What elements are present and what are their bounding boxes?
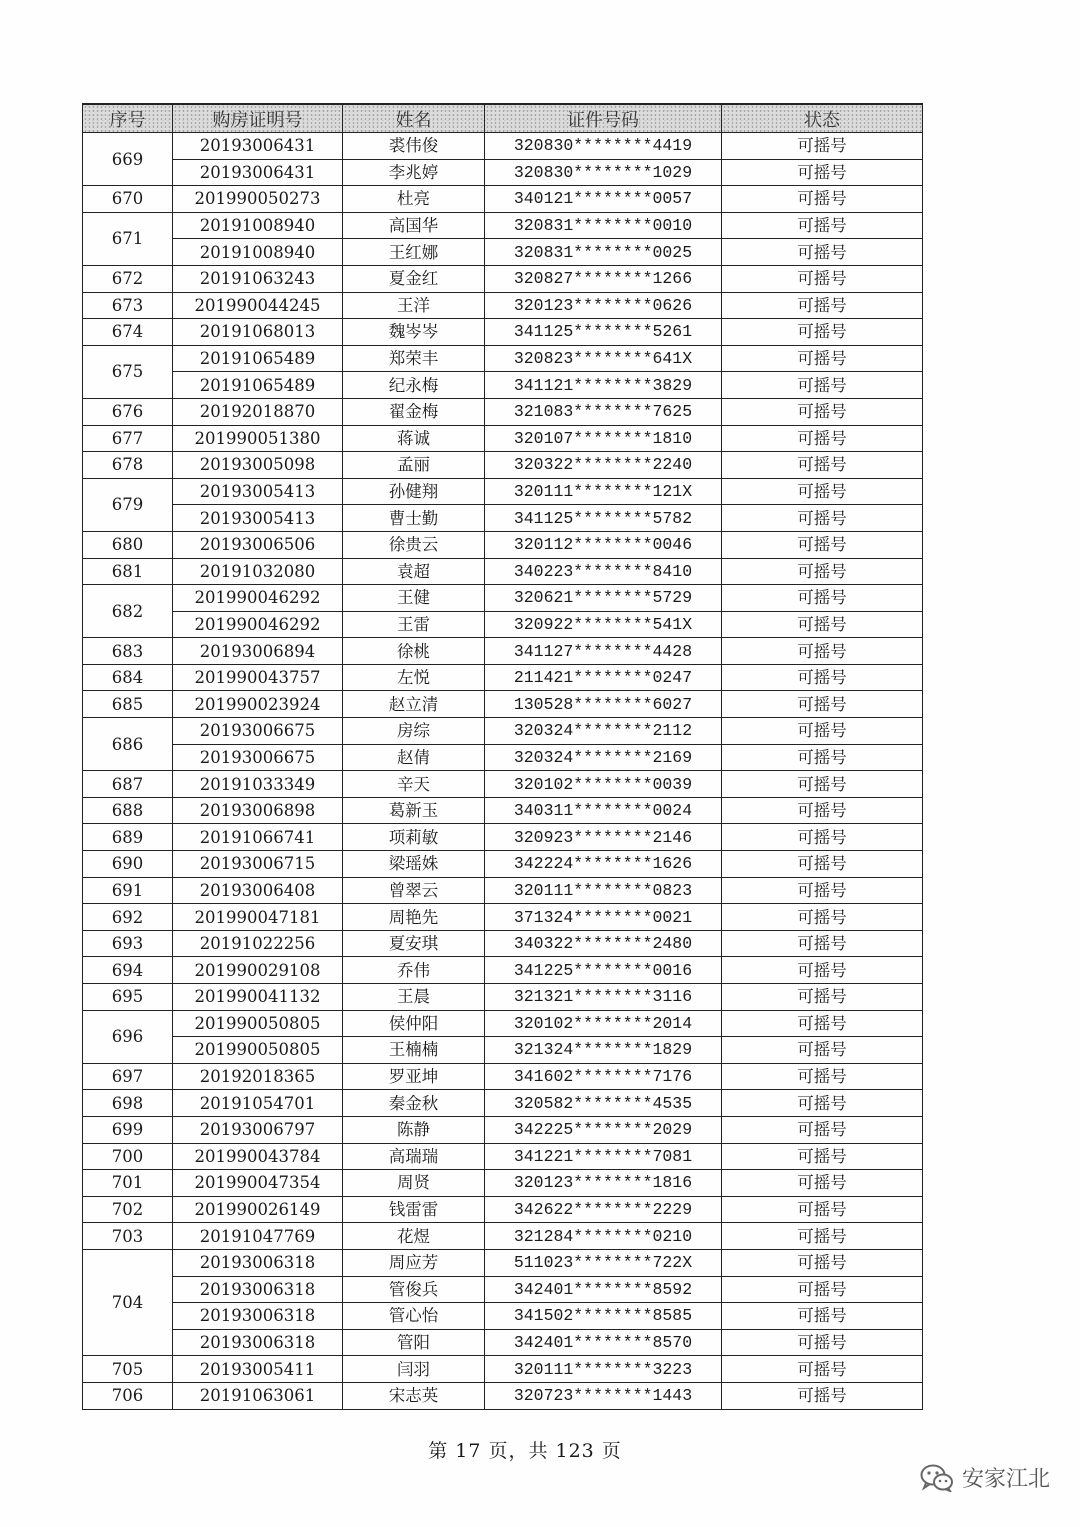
cell-id-number: 320830********4419 xyxy=(485,133,722,160)
cell-status: 可摇号 xyxy=(722,638,923,665)
cell-seq: 686 xyxy=(83,718,173,771)
cell-name: 袁超 xyxy=(343,558,485,585)
table-row xyxy=(83,345,923,372)
cell-certificate-number: 20192018365 xyxy=(173,1063,343,1090)
cell-id-number: 320123********0626 xyxy=(485,292,722,319)
cell-name: 罗亚坤 xyxy=(343,1063,485,1090)
cell-id-number: 320831********0025 xyxy=(485,239,722,266)
table-row xyxy=(83,1010,923,1037)
cell-seq: 683 xyxy=(83,638,173,665)
cell-certificate-number: 20191054701 xyxy=(173,1090,343,1117)
table-row xyxy=(83,1356,923,1383)
cell-seq: 677 xyxy=(83,425,173,452)
cell-seq: 674 xyxy=(83,319,173,346)
table-row xyxy=(83,452,923,479)
table-body xyxy=(83,133,923,1410)
table-row xyxy=(83,1090,923,1117)
cell-status: 可摇号 xyxy=(722,718,923,745)
cell-name: 管俊兵 xyxy=(343,1276,485,1303)
cell-status: 可摇号 xyxy=(722,585,923,612)
table-row xyxy=(83,212,923,239)
cell-name: 赵倩 xyxy=(343,744,485,771)
cell-status: 可摇号 xyxy=(722,133,923,160)
cell-name: 房综 xyxy=(343,718,485,745)
cell-status: 可摇号 xyxy=(722,1116,923,1143)
cell-status: 可摇号 xyxy=(722,319,923,346)
cell-seq: 673 xyxy=(83,292,173,319)
cell-seq: 672 xyxy=(83,265,173,292)
cell-name: 钱雷雷 xyxy=(343,1196,485,1223)
cell-status: 可摇号 xyxy=(722,771,923,798)
cell-certificate-number: 201990046292 xyxy=(173,585,343,612)
cell-seq: 685 xyxy=(83,691,173,718)
cell-certificate-number: 20191008940 xyxy=(173,239,343,266)
cell-status: 可摇号 xyxy=(722,265,923,292)
cell-certificate-number: 201990047354 xyxy=(173,1170,343,1197)
cell-seq: 693 xyxy=(83,930,173,957)
cell-certificate-number: 20193006408 xyxy=(173,877,343,904)
table-row xyxy=(83,1037,923,1064)
cell-name: 乔伟 xyxy=(343,957,485,984)
table-row xyxy=(83,1276,923,1303)
cell-certificate-number: 20192018870 xyxy=(173,398,343,425)
cell-status: 可摇号 xyxy=(722,984,923,1011)
cell-id-number: 320621********5729 xyxy=(485,585,722,612)
cell-certificate-number: 201990051380 xyxy=(173,425,343,452)
cell-id-number: 320123********1816 xyxy=(485,1170,722,1197)
cell-id-number: 341602********7176 xyxy=(485,1063,722,1090)
cell-name: 徐桃 xyxy=(343,638,485,665)
cell-id-number: 320111********0823 xyxy=(485,877,722,904)
cell-seq: 694 xyxy=(83,957,173,984)
wechat-icon xyxy=(920,1464,954,1492)
cell-seq: 695 xyxy=(83,984,173,1011)
cell-id-number: 341121********3829 xyxy=(485,372,722,399)
cell-id-number: 342401********8592 xyxy=(485,1276,722,1303)
cell-certificate-number: 20193006675 xyxy=(173,744,343,771)
cell-seq: 681 xyxy=(83,558,173,585)
cell-seq: 690 xyxy=(83,851,173,878)
cell-name: 孟丽 xyxy=(343,452,485,479)
cell-certificate-number: 20193006894 xyxy=(173,638,343,665)
cell-name: 孙健翔 xyxy=(343,478,485,505)
cell-id-number: 341125********5261 xyxy=(485,319,722,346)
cell-name: 蒋诚 xyxy=(343,425,485,452)
cell-certificate-number: 20191008940 xyxy=(173,212,343,239)
cell-status: 可摇号 xyxy=(722,904,923,931)
cell-id-number: 320827********1266 xyxy=(485,265,722,292)
cell-certificate-number: 20193006431 xyxy=(173,159,343,186)
cell-certificate-number: 20193006797 xyxy=(173,1116,343,1143)
cell-status: 可摇号 xyxy=(722,452,923,479)
cell-certificate-number: 20193005413 xyxy=(173,505,343,532)
cell-status: 可摇号 xyxy=(722,505,923,532)
cell-status: 可摇号 xyxy=(722,1382,923,1409)
table-row xyxy=(83,824,923,851)
cell-certificate-number: 20193006318 xyxy=(173,1276,343,1303)
cell-seq: 702 xyxy=(83,1196,173,1223)
cell-certificate-number: 201990047181 xyxy=(173,904,343,931)
table-row xyxy=(83,1382,923,1409)
cell-status: 可摇号 xyxy=(722,664,923,691)
cell-name: 项莉敏 xyxy=(343,824,485,851)
cell-status: 可摇号 xyxy=(722,744,923,771)
cell-seq: 703 xyxy=(83,1223,173,1250)
cell-id-number: 320102********2014 xyxy=(485,1010,722,1037)
cell-name: 周贤 xyxy=(343,1170,485,1197)
cell-status: 可摇号 xyxy=(722,1170,923,1197)
cell-certificate-number: 201990050805 xyxy=(173,1037,343,1064)
cell-id-number: 321083********7625 xyxy=(485,398,722,425)
cell-certificate-number: 201990026149 xyxy=(173,1196,343,1223)
cell-status: 可摇号 xyxy=(722,1356,923,1383)
cell-id-number: 320107********1810 xyxy=(485,425,722,452)
cell-status: 可摇号 xyxy=(722,558,923,585)
cell-seq: 699 xyxy=(83,1116,173,1143)
cell-id-number: 341125********5782 xyxy=(485,505,722,532)
cell-seq: 698 xyxy=(83,1090,173,1117)
cell-name: 管阳 xyxy=(343,1329,485,1356)
cell-name: 梁瑶姝 xyxy=(343,851,485,878)
cell-name: 周艳先 xyxy=(343,904,485,931)
cell-status: 可摇号 xyxy=(722,159,923,186)
cell-status: 可摇号 xyxy=(722,824,923,851)
cell-name: 夏安琪 xyxy=(343,930,485,957)
cell-certificate-number: 201990044245 xyxy=(173,292,343,319)
cell-id-number: 342224********1626 xyxy=(485,851,722,878)
cell-certificate-number: 20193006675 xyxy=(173,718,343,745)
cell-id-number: 320111********121X xyxy=(485,478,722,505)
table-row xyxy=(83,1143,923,1170)
cell-seq: 669 xyxy=(83,133,173,186)
cell-name: 郑荣丰 xyxy=(343,345,485,372)
table-row xyxy=(83,1329,923,1356)
source-watermark xyxy=(920,1462,1050,1493)
cell-status: 可摇号 xyxy=(722,1090,923,1117)
table-row xyxy=(83,984,923,1011)
cell-certificate-number: 20191063061 xyxy=(173,1382,343,1409)
cell-id-number: 341225********0016 xyxy=(485,957,722,984)
cell-seq: 680 xyxy=(83,531,173,558)
cell-certificate-number: 20191065489 xyxy=(173,345,343,372)
table-row xyxy=(83,877,923,904)
cell-name: 左悦 xyxy=(343,664,485,691)
cell-status: 可摇号 xyxy=(722,1249,923,1276)
cell-id-number: 320831********0010 xyxy=(485,212,722,239)
table-row xyxy=(83,664,923,691)
cell-status: 可摇号 xyxy=(722,425,923,452)
table-row xyxy=(83,797,923,824)
table-row xyxy=(83,1223,923,1250)
table-row xyxy=(83,319,923,346)
cell-id-number: 321284********0210 xyxy=(485,1223,722,1250)
cell-certificate-number: 201990029108 xyxy=(173,957,343,984)
cell-name: 辛天 xyxy=(343,771,485,798)
cell-seq: 705 xyxy=(83,1356,173,1383)
cell-seq: 678 xyxy=(83,452,173,479)
cell-id-number: 211421********0247 xyxy=(485,664,722,691)
cell-name: 宋志英 xyxy=(343,1382,485,1409)
cell-name: 翟金梅 xyxy=(343,398,485,425)
page-number: 第 17 页，共 123 页 xyxy=(428,1440,622,1462)
cell-name: 王雷 xyxy=(343,611,485,638)
cell-status: 可摇号 xyxy=(722,1196,923,1223)
cell-certificate-number: 201990043784 xyxy=(173,1143,343,1170)
cell-name: 赵立清 xyxy=(343,691,485,718)
cell-status: 可摇号 xyxy=(722,691,923,718)
cell-id-number: 320582********4535 xyxy=(485,1090,722,1117)
lottery-eligibility-table xyxy=(82,103,923,1410)
cell-id-number: 321324********1829 xyxy=(485,1037,722,1064)
cell-name: 周应芳 xyxy=(343,1249,485,1276)
cell-id-number: 341127********4428 xyxy=(485,638,722,665)
cell-status: 可摇号 xyxy=(722,345,923,372)
cell-certificate-number: 20191032080 xyxy=(173,558,343,585)
cell-id-number: 511023********722X xyxy=(485,1249,722,1276)
cell-status: 可摇号 xyxy=(722,1276,923,1303)
cell-id-number: 320102********0039 xyxy=(485,771,722,798)
cell-status: 可摇号 xyxy=(722,478,923,505)
cell-status: 可摇号 xyxy=(722,930,923,957)
table-row xyxy=(83,558,923,585)
cell-seq: 704 xyxy=(83,1249,173,1355)
cell-name: 闫羽 xyxy=(343,1356,485,1383)
cell-certificate-number: 20191065489 xyxy=(173,372,343,399)
cell-seq: 675 xyxy=(83,345,173,398)
cell-seq: 670 xyxy=(83,186,173,213)
cell-id-number: 130528********6027 xyxy=(485,691,722,718)
cell-status: 可摇号 xyxy=(722,398,923,425)
cell-seq: 688 xyxy=(83,797,173,824)
cell-id-number: 341502********8585 xyxy=(485,1303,722,1330)
cell-certificate-number: 201990023924 xyxy=(173,691,343,718)
table-row xyxy=(83,957,923,984)
cell-name: 高瑞瑞 xyxy=(343,1143,485,1170)
cell-id-number: 320723********1443 xyxy=(485,1382,722,1409)
cell-id-number: 320111********3223 xyxy=(485,1356,722,1383)
table-row xyxy=(83,851,923,878)
table-row xyxy=(83,186,923,213)
cell-certificate-number: 20191022256 xyxy=(173,930,343,957)
cell-seq: 700 xyxy=(83,1143,173,1170)
cell-status: 可摇号 xyxy=(722,1063,923,1090)
cell-status: 可摇号 xyxy=(722,239,923,266)
cell-certificate-number: 201990043757 xyxy=(173,664,343,691)
table-row xyxy=(83,1196,923,1223)
cell-status: 可摇号 xyxy=(722,1037,923,1064)
cell-name: 秦金秋 xyxy=(343,1090,485,1117)
cell-certificate-number: 20193006318 xyxy=(173,1329,343,1356)
cell-name: 葛新玉 xyxy=(343,797,485,824)
cell-name: 曾翠云 xyxy=(343,877,485,904)
cell-status: 可摇号 xyxy=(722,1143,923,1170)
cell-certificate-number: 20193006898 xyxy=(173,797,343,824)
cell-id-number: 321321********3116 xyxy=(485,984,722,1011)
cell-seq: 689 xyxy=(83,824,173,851)
cell-status: 可摇号 xyxy=(722,1223,923,1250)
table-row xyxy=(83,771,923,798)
table-row xyxy=(83,292,923,319)
cell-certificate-number: 20193006318 xyxy=(173,1303,343,1330)
cell-seq: 682 xyxy=(83,585,173,638)
cell-status: 可摇号 xyxy=(722,1329,923,1356)
cell-certificate-number: 20193005411 xyxy=(173,1356,343,1383)
table-row xyxy=(83,1303,923,1330)
cell-seq: 696 xyxy=(83,1010,173,1063)
cell-certificate-number: 201990050805 xyxy=(173,1010,343,1037)
cell-name: 高国华 xyxy=(343,212,485,239)
cell-certificate-number: 20191047769 xyxy=(173,1223,343,1250)
cell-id-number: 342401********8570 xyxy=(485,1329,722,1356)
cell-certificate-number: 20193005413 xyxy=(173,478,343,505)
cell-status: 可摇号 xyxy=(722,372,923,399)
cell-certificate-number: 201990041132 xyxy=(173,984,343,1011)
table-row xyxy=(83,398,923,425)
cell-status: 可摇号 xyxy=(722,877,923,904)
cell-certificate-number: 20193005098 xyxy=(173,452,343,479)
cell-name: 王洋 xyxy=(343,292,485,319)
cell-seq: 692 xyxy=(83,904,173,931)
cell-id-number: 320830********1029 xyxy=(485,159,722,186)
cell-seq: 691 xyxy=(83,877,173,904)
cell-id-number: 342225********2029 xyxy=(485,1116,722,1143)
header-name: 姓名 xyxy=(343,104,485,133)
table-row xyxy=(83,478,923,505)
cell-name: 陈静 xyxy=(343,1116,485,1143)
table-row xyxy=(83,904,923,931)
table-row xyxy=(83,930,923,957)
cell-id-number: 340121********0057 xyxy=(485,186,722,213)
cell-status: 可摇号 xyxy=(722,611,923,638)
table-row xyxy=(83,505,923,532)
cell-seq: 697 xyxy=(83,1063,173,1090)
header-id-number: 证件号码 xyxy=(485,104,722,133)
table-row xyxy=(83,425,923,452)
cell-id-number: 340322********2480 xyxy=(485,930,722,957)
table-row xyxy=(83,691,923,718)
table-row xyxy=(83,1249,923,1276)
cell-name: 纪永梅 xyxy=(343,372,485,399)
table-row xyxy=(83,611,923,638)
cell-id-number: 320112********0046 xyxy=(485,531,722,558)
table-row xyxy=(83,372,923,399)
cell-certificate-number: 201990046292 xyxy=(173,611,343,638)
cell-name: 管心怡 xyxy=(343,1303,485,1330)
cell-id-number: 340311********0024 xyxy=(485,797,722,824)
cell-name: 李兆婷 xyxy=(343,159,485,186)
table-row xyxy=(83,239,923,266)
cell-id-number: 320322********2240 xyxy=(485,452,722,479)
cell-name: 夏金红 xyxy=(343,265,485,292)
cell-status: 可摇号 xyxy=(722,212,923,239)
cell-id-number: 320823********641X xyxy=(485,345,722,372)
cell-status: 可摇号 xyxy=(722,851,923,878)
cell-certificate-number: 20191063243 xyxy=(173,265,343,292)
cell-certificate-number: 20191033349 xyxy=(173,771,343,798)
cell-status: 可摇号 xyxy=(722,292,923,319)
cell-certificate-number: 20193006318 xyxy=(173,1249,343,1276)
table-header-row xyxy=(83,104,923,133)
cell-name: 魏岑岑 xyxy=(343,319,485,346)
cell-name: 曹士勤 xyxy=(343,505,485,532)
cell-certificate-number: 201990050273 xyxy=(173,186,343,213)
cell-name: 王楠楠 xyxy=(343,1037,485,1064)
cell-seq: 706 xyxy=(83,1382,173,1409)
header-status: 状态 xyxy=(722,104,923,133)
cell-status: 可摇号 xyxy=(722,1303,923,1330)
table-row xyxy=(83,531,923,558)
cell-status: 可摇号 xyxy=(722,186,923,213)
cell-name: 王晨 xyxy=(343,984,485,1011)
table-row xyxy=(83,585,923,612)
cell-name: 花煜 xyxy=(343,1223,485,1250)
table-row xyxy=(83,1170,923,1197)
cell-name: 徐贵云 xyxy=(343,531,485,558)
cell-name: 侯仲阳 xyxy=(343,1010,485,1037)
table-row xyxy=(83,133,923,160)
cell-certificate-number: 20193006506 xyxy=(173,531,343,558)
table-row xyxy=(83,265,923,292)
cell-status: 可摇号 xyxy=(722,957,923,984)
table-row xyxy=(83,744,923,771)
cell-id-number: 340223********8410 xyxy=(485,558,722,585)
table-row xyxy=(83,1063,923,1090)
table-row xyxy=(83,638,923,665)
cell-id-number: 320923********2146 xyxy=(485,824,722,851)
cell-seq: 676 xyxy=(83,398,173,425)
cell-status: 可摇号 xyxy=(722,1010,923,1037)
cell-certificate-number: 20191066741 xyxy=(173,824,343,851)
cell-status: 可摇号 xyxy=(722,797,923,824)
cell-certificate-number: 20193006715 xyxy=(173,851,343,878)
cell-seq: 687 xyxy=(83,771,173,798)
cell-id-number: 320324********2169 xyxy=(485,744,722,771)
cell-seq: 701 xyxy=(83,1170,173,1197)
watermark-text: 安家江北 xyxy=(961,1467,1050,1492)
table-row xyxy=(83,159,923,186)
cell-certificate-number: 20193006431 xyxy=(173,133,343,160)
cell-id-number: 320324********2112 xyxy=(485,718,722,745)
cell-id-number: 341221********7081 xyxy=(485,1143,722,1170)
cell-certificate-number: 20191068013 xyxy=(173,319,343,346)
cell-id-number: 320922********541X xyxy=(485,611,722,638)
cell-name: 裘伟俊 xyxy=(343,133,485,160)
header-certificate-number: 购房证明号 xyxy=(173,104,343,133)
cell-name: 杜亮 xyxy=(343,186,485,213)
cell-seq: 671 xyxy=(83,212,173,265)
cell-name: 王红娜 xyxy=(343,239,485,266)
cell-seq: 679 xyxy=(83,478,173,531)
cell-id-number: 371324********0021 xyxy=(485,904,722,931)
cell-id-number: 342622********2229 xyxy=(485,1196,722,1223)
cell-name: 王健 xyxy=(343,585,485,612)
table-row xyxy=(83,718,923,745)
cell-seq: 684 xyxy=(83,664,173,691)
table-row xyxy=(83,1116,923,1143)
cell-status: 可摇号 xyxy=(722,531,923,558)
header-seq: 序号 xyxy=(83,104,173,133)
